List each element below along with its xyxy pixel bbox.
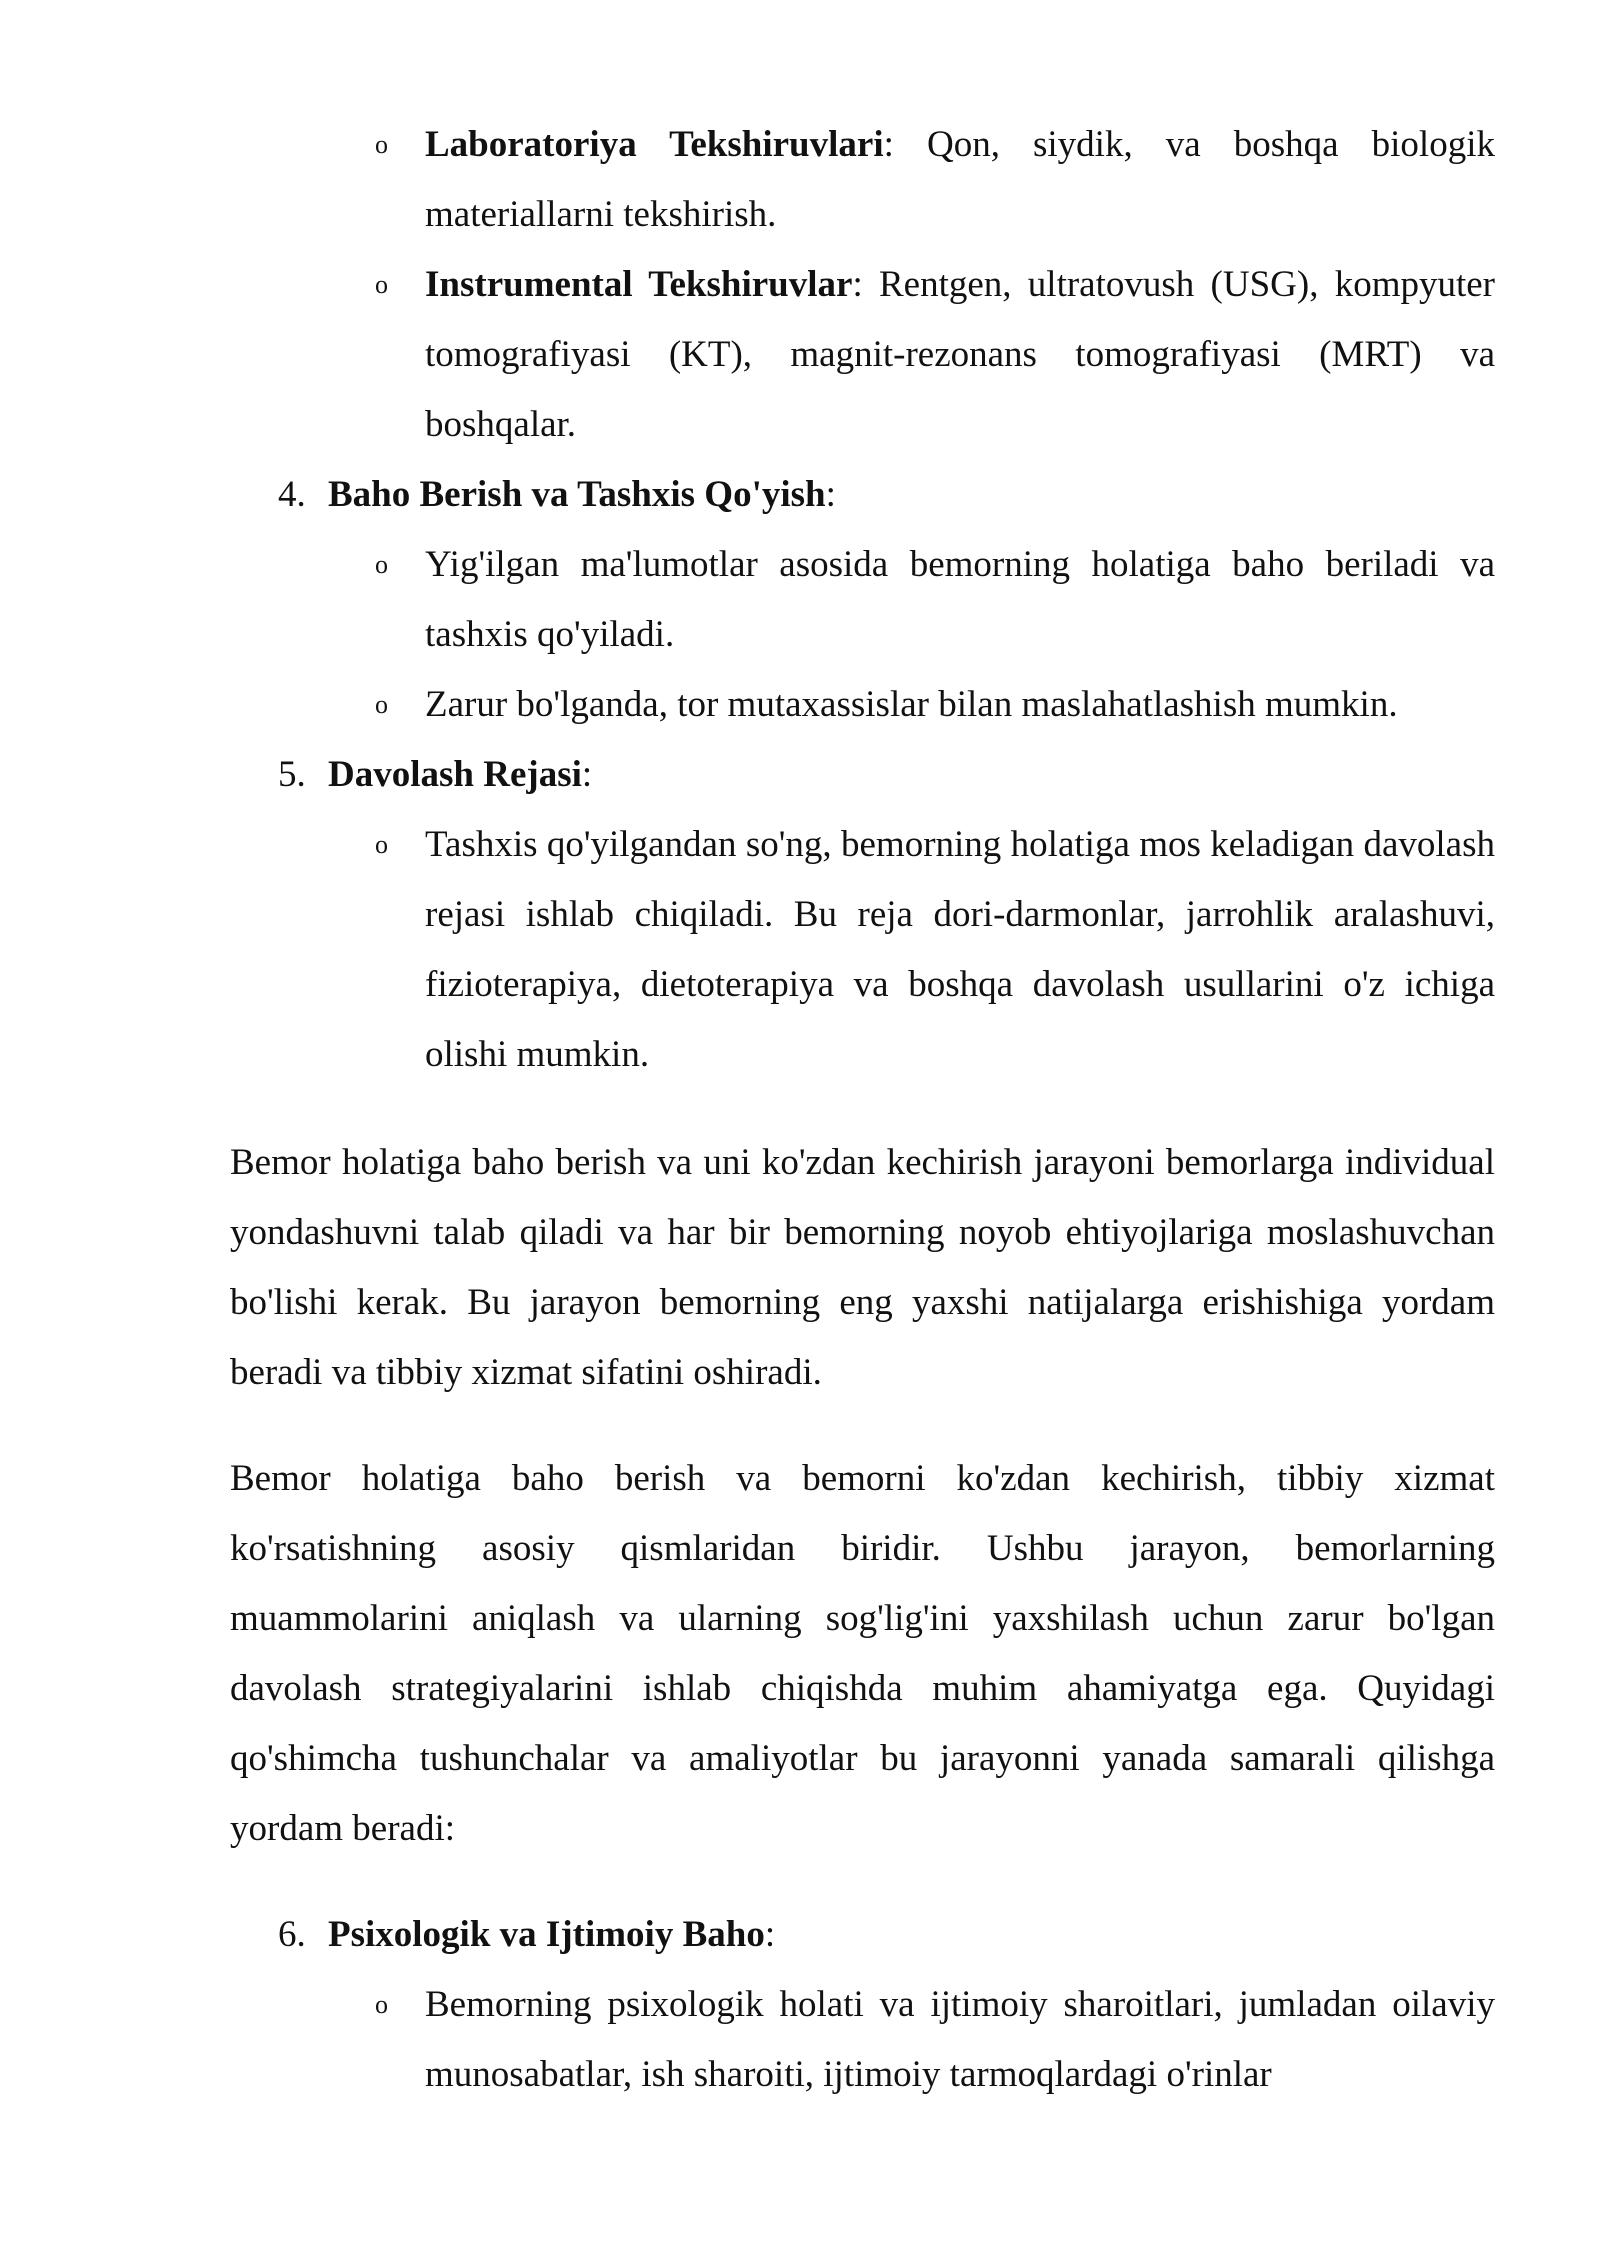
numbered-heading bbox=[278, 740, 1495, 810]
bullet-marker: o bbox=[375, 1990, 388, 2019]
list-number: 5. bbox=[278, 754, 306, 795]
heading-label: Davolash Rejasi bbox=[328, 754, 582, 795]
heading-separator: : bbox=[825, 474, 836, 515]
body-paragraph: Bemor holatiga baho berish va bemorni ko'zdan kechirish, tibbiy xizmat ko'rsatishning asosiy qismlaridan biridir. Ushbu jarayon, bemorlarning muammolarini aniqlash va ularning sog'lig'ini yaxshilash uchun zarur bo'lgan davolash strategiyalarini ishlab chiqishda muhim ahamiyatga ega. Quyidagi qo'shimcha tushunchalar va amaliyotlar bu jarayonni yanada samarali qilishga yordam beradi: bbox=[230, 1458, 1495, 1849]
list-item bbox=[375, 530, 1495, 670]
item-label: Instrumental Tekshiruvlar bbox=[425, 264, 853, 305]
item-separator: : bbox=[852, 264, 863, 305]
list-item bbox=[375, 810, 1495, 1090]
list-number: 6. bbox=[278, 1914, 306, 1955]
item-text: Zarur bo'lganda, tor mutaxassislar bilan maslahatlashish mumkin. bbox=[425, 684, 1398, 725]
heading-separator: : bbox=[581, 754, 593, 795]
numbered-heading bbox=[278, 460, 1495, 530]
bullet-marker: o bbox=[375, 130, 388, 159]
item-text: Tashxis qo'yilgandan so'ng, bemorning holatiga mos keladigan davolash rejasi ishlab chiqiladi. Bu reja dori-darmonlar, jarrohlik aralashuvi, fizioterapiya, dietoterapiya va boshqa davolash usullarini o'z ichiga olishi mumkin. bbox=[425, 824, 1495, 1075]
list-item bbox=[375, 110, 1495, 250]
numbered-heading bbox=[278, 1900, 1495, 1970]
document-body bbox=[230, 110, 1495, 2110]
item-separator: : bbox=[883, 124, 894, 165]
list-number: 4. bbox=[278, 474, 306, 515]
item-text: Bemorning psixologik holati va ijtimoiy sharoitlari, jumladan oilaviy munosabatlar, ish sharoiti, ijtimoiy tarmoqlardagi o'rinlar bbox=[425, 1984, 1495, 2095]
item-text: Qon, siydik, va boshqa biologik materiallarni tekshirish. bbox=[425, 124, 1495, 235]
list-item bbox=[375, 670, 1495, 740]
heading-separator: : bbox=[764, 1914, 776, 1955]
bullet-marker: o bbox=[375, 830, 388, 859]
heading-label: Baho Berish va Tashxis Qo'yish bbox=[328, 474, 826, 515]
heading-label: Psixologik va Ijtimoiy Baho bbox=[328, 1914, 765, 1955]
body-paragraph: Bemor holatiga baho berish va uni ko'zdan kechirish jarayoni bemorlarga individual yondashuvni talab qiladi va har bir bemorning noyob ehtiyojlariga moslashuvchan bo'lishi kerak. Bu jarayon bemorning eng yaxshi natijalarga erishishiga yordam beradi va tibbiy xizmat sifatini oshiradi. bbox=[230, 1142, 1495, 1393]
item-text: Yig'ilgan ma'lumotlar asosida bemorning holatiga baho beriladi va tashxis qo'yiladi. bbox=[425, 544, 1495, 655]
bullet-marker: o bbox=[375, 550, 388, 579]
bullet-marker: o bbox=[375, 270, 388, 299]
list-item bbox=[375, 250, 1495, 460]
list-item bbox=[375, 1970, 1495, 2110]
bullet-marker: o bbox=[375, 690, 388, 719]
item-label: Laboratoriya Tekshiruvlari bbox=[425, 124, 884, 165]
item-text: Rentgen, ultratovush (USG), kompyuter tomografiyasi (KT), magnit-rezonans tomografiyasi (MRT) va boshqalar. bbox=[425, 264, 1495, 445]
